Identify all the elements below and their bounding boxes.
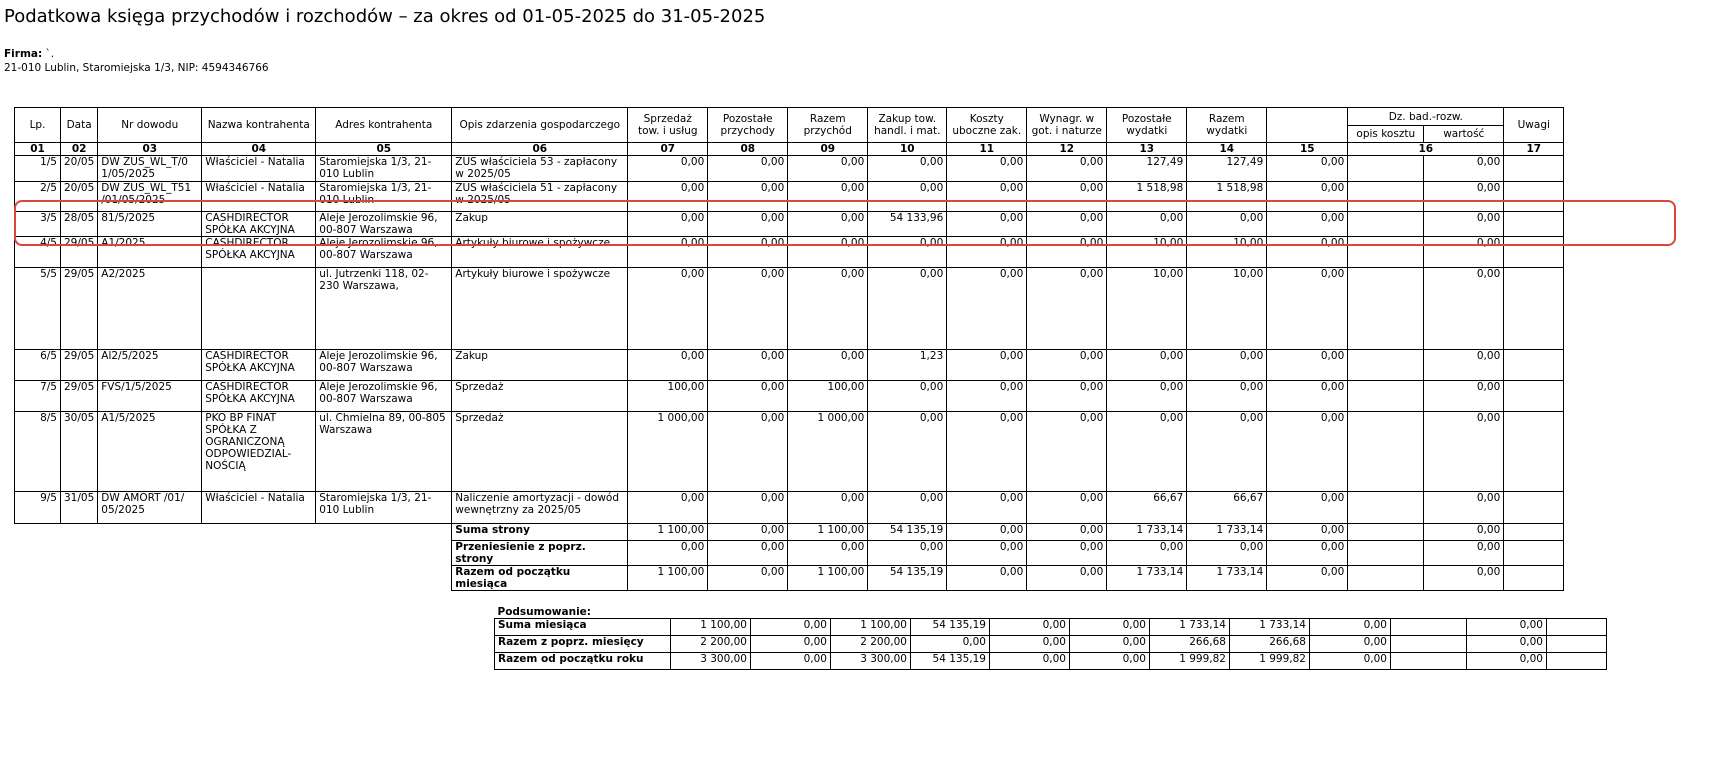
row-c15: 0,00 [1267,492,1348,524]
row-lp: 8/5 [15,412,61,492]
code-10: 10 [868,143,947,156]
row-data: 29/05 [61,268,98,350]
totals-c16-opis [1391,619,1467,636]
row-c09: 0,00 [788,268,868,350]
row-c12: 0,00 [1027,350,1107,381]
totals-label: Suma miesiąca [495,619,671,636]
totals-c16-opis [1348,541,1424,566]
code-05: 05 [316,143,452,156]
row-nr-dowodu: Al2/5/2025 [98,350,202,381]
row-data: 31/05 [61,492,98,524]
row-c16-opis [1348,350,1424,381]
totals-c09: 2 200,00 [831,636,911,653]
row-opis: Zakup [452,350,628,381]
totals-c16-wartosc: 0,00 [1424,524,1504,541]
header-nr-dowodu: Nr dowodu [98,108,202,143]
totals-c11: 0,00 [947,524,1027,541]
row-c11: 0,00 [947,412,1027,492]
row-uwagi [1504,381,1564,412]
row-nr-dowodu: DW ZUS_WL_T/0 1/05/2025 [98,156,202,182]
totals-label: Razem z poprz. miesięcy [495,636,671,653]
row-c16-opis [1348,268,1424,350]
row-uwagi [1504,492,1564,524]
totals-c09: 1 100,00 [788,566,868,591]
totals-c07: 2 200,00 [671,636,751,653]
totals-row [495,653,1607,670]
totals-uwagi [1504,541,1564,566]
totals-c11: 0,00 [990,653,1070,670]
row-c11: 0,00 [947,182,1027,212]
row-data: 29/05 [61,237,98,268]
totals-uwagi [1504,566,1564,591]
code-01: 01 [15,143,61,156]
row-opis: Naliczenie amortyzacji - dowód wewnętrzny za 2025/05 [452,492,628,524]
row-uwagi [1504,212,1564,237]
header-wartosc: wartość [1424,126,1504,143]
row-nr-dowodu: A1/2025 [98,237,202,268]
row-c16-opis [1348,237,1424,268]
totals-uwagi [1504,524,1564,541]
row-data: 29/05 [61,350,98,381]
row-c16-wartosc: 0,00 [1424,156,1504,182]
code-07: 07 [628,143,708,156]
row-data: 20/05 [61,156,98,182]
totals-c13: 0,00 [1107,541,1187,566]
row-uwagi [1504,268,1564,350]
row-c07: 0,00 [628,182,708,212]
totals-c10: 54 135,19 [911,653,990,670]
row-nazwa: PKO BP FINAT SPÓŁKA Z OGRANICZONĄ ODPOWIEDZIAL-NOŚCIĄ [202,412,316,492]
row-c08: 0,00 [708,492,788,524]
row-c16-opis [1348,156,1424,182]
row-c12: 0,00 [1027,412,1107,492]
row-c14: 0,00 [1187,350,1267,381]
row-c16-wartosc: 0,00 [1424,182,1504,212]
row-c08: 0,00 [708,156,788,182]
totals-c16-opis [1391,636,1467,653]
totals-c12: 0,00 [1070,636,1150,653]
totals-c10: 0,00 [911,636,990,653]
row-c09: 0,00 [788,492,868,524]
row-c12: 0,00 [1027,237,1107,268]
row-adres: Aleje Jerozolimskie 96, 00-807 Warszawa [316,350,452,381]
row-c09: 100,00 [788,381,868,412]
code-14: 14 [1187,143,1267,156]
totals-c14: 1 733,14 [1187,524,1267,541]
totals-c16-wartosc: 0,00 [1467,636,1547,653]
totals-c11: 0,00 [990,636,1070,653]
totals-c07: 1 100,00 [628,524,708,541]
row-c11: 0,00 [947,350,1027,381]
table-row [15,212,1564,237]
totals-c14: 266,68 [1230,636,1310,653]
row-c13: 127,49 [1107,156,1187,182]
row-adres: Staromiejska 1/3, 21-010 Lublin [316,156,452,182]
row-lp: 1/5 [15,156,61,182]
totals-c15: 0,00 [1310,619,1391,636]
row-c14: 1 518,98 [1187,182,1267,212]
totals-row [495,619,1607,636]
row-c12: 0,00 [1027,156,1107,182]
totals-c10: 0,00 [868,541,947,566]
header-adres: Adres kontrahenta [316,108,452,143]
totals-row [15,541,1564,566]
totals-c16-opis [1391,653,1467,670]
totals-c16-wartosc: 0,00 [1467,653,1547,670]
totals-uwagi [1547,653,1607,670]
row-c07: 0,00 [628,156,708,182]
row-c12: 0,00 [1027,268,1107,350]
row-adres: Staromiejska 1/3, 21-010 Lublin [316,492,452,524]
table-row [15,381,1564,412]
row-uwagi [1504,237,1564,268]
row-c16-wartosc: 0,00 [1424,268,1504,350]
row-nr-dowodu: 81/5/2025 [98,212,202,237]
totals-label: Suma strony [452,524,628,541]
totals-row [15,524,1564,541]
code-13: 13 [1107,143,1187,156]
row-c13: 1 518,98 [1107,182,1187,212]
row-c12: 0,00 [1027,182,1107,212]
row-c14: 0,00 [1187,381,1267,412]
totals-c12: 0,00 [1070,653,1150,670]
row-nazwa: CASHDIRECTOR SPÓŁKA AKCYJNA [202,350,316,381]
row-nazwa [202,268,316,350]
row-c07: 100,00 [628,381,708,412]
row-c16-wartosc: 0,00 [1424,350,1504,381]
totals-c16-wartosc: 0,00 [1467,619,1547,636]
totals-c11: 0,00 [947,541,1027,566]
row-nazwa: Właściciel - Natalia [202,156,316,182]
code-09: 09 [788,143,868,156]
row-adres: ul. Chmielna 89, 00-805 Warszawa [316,412,452,492]
totals-uwagi [1547,619,1607,636]
row-c08: 0,00 [708,237,788,268]
totals-c07: 1 100,00 [628,566,708,591]
row-data: 20/05 [61,182,98,212]
row-c08: 0,00 [708,182,788,212]
row-c16-wartosc: 0,00 [1424,237,1504,268]
row-opis: Zakup [452,212,628,237]
row-c14: 10,00 [1187,268,1267,350]
row-uwagi [1504,350,1564,381]
row-data: 28/05 [61,212,98,237]
company-info [4,47,269,75]
totals-c08: 0,00 [751,619,831,636]
row-c10: 1,23 [868,350,947,381]
row-c09: 0,00 [788,182,868,212]
row-c16-opis [1348,381,1424,412]
row-c15: 0,00 [1267,381,1348,412]
row-uwagi [1504,182,1564,212]
row-nazwa: Właściciel - Natalia [202,182,316,212]
row-c14: 127,49 [1187,156,1267,182]
row-c13: 10,00 [1107,237,1187,268]
code-15: 15 [1267,143,1348,156]
row-lp: 4/5 [15,237,61,268]
row-c16-wartosc: 0,00 [1424,492,1504,524]
row-lp: 3/5 [15,212,61,237]
totals-c12: 0,00 [1027,524,1107,541]
header-pozostale-wydatki: Pozostałe wydatki [1107,108,1187,143]
code-08: 08 [708,143,788,156]
totals-row [15,566,1564,591]
row-c10: 0,00 [868,412,947,492]
row-c10: 0,00 [868,156,947,182]
totals-c13: 266,68 [1150,636,1230,653]
header-pozostale-przychody: Pozostałe przychody [708,108,788,143]
page-title: Podatkowa księga przychodów i rozchodów – za okres od 01-05-2025 do 31-05-2025 [4,6,766,27]
row-data: 30/05 [61,412,98,492]
code-11: 11 [947,143,1027,156]
totals-c09: 0,00 [788,541,868,566]
totals-c13: 1 733,14 [1150,619,1230,636]
totals-c12: 0,00 [1070,619,1150,636]
row-c10: 54 133,96 [868,212,947,237]
row-c09: 1 000,00 [788,412,868,492]
totals-c08: 0,00 [751,636,831,653]
header-opis: Opis zdarzenia gospodarczego [452,108,628,143]
header-zakup: Zakup tow. handl. i mat. [868,108,947,143]
row-c08: 0,00 [708,212,788,237]
row-c11: 0,00 [947,268,1027,350]
totals-row [495,636,1607,653]
totals-label: Razem od początku miesiąca [452,566,628,591]
row-c10: 0,00 [868,268,947,350]
row-c14: 0,00 [1187,212,1267,237]
row-c08: 0,00 [708,412,788,492]
company-name: `. [45,48,55,60]
row-lp: 6/5 [15,350,61,381]
header-razem-przychod: Razem przychód [788,108,868,143]
row-nazwa: CASHDIRECTOR SPÓŁKA AKCYJNA [202,381,316,412]
row-c12: 0,00 [1027,492,1107,524]
row-c16-opis [1348,412,1424,492]
row-c08: 0,00 [708,268,788,350]
company-label: Firma: [4,48,43,60]
row-nr-dowodu: FVS/1/5/2025 [98,381,202,412]
code-03: 03 [98,143,202,156]
totals-c07: 3 300,00 [671,653,751,670]
row-c15: 0,00 [1267,156,1348,182]
row-c15: 0,00 [1267,268,1348,350]
totals-c11: 0,00 [947,566,1027,591]
row-c16-opis [1348,212,1424,237]
header-razem-wydatki: Razem wydatki [1187,108,1267,143]
totals-c13: 1 733,14 [1107,566,1187,591]
header-uwagi: Uwagi [1504,108,1564,143]
row-c16-opis [1348,182,1424,212]
row-c10: 0,00 [868,492,947,524]
row-uwagi [1504,412,1564,492]
row-c09: 0,00 [788,212,868,237]
row-c15: 0,00 [1267,237,1348,268]
row-c10: 0,00 [868,237,947,268]
code-02: 02 [61,143,98,156]
totals-c08: 0,00 [708,566,788,591]
row-lp: 2/5 [15,182,61,212]
row-c07: 0,00 [628,350,708,381]
totals-c16-wartosc: 0,00 [1424,541,1504,566]
totals-c10: 54 135,19 [868,566,947,591]
row-lp: 7/5 [15,381,61,412]
row-adres: Aleje Jerozolimskie 96, 00-807 Warszawa [316,212,452,237]
row-c13: 66,67 [1107,492,1187,524]
row-c16-opis [1348,492,1424,524]
row-opis: Artykuły biurowe i spożywcze [452,237,628,268]
row-nr-dowodu: DW ZUS_WL_T51 /01/05/2025 [98,182,202,212]
table-row [15,237,1564,268]
row-opis: ZUS właściciela 51 - zapłacony w 2025/05 [452,182,628,212]
totals-c15: 0,00 [1267,566,1348,591]
row-c14: 10,00 [1187,237,1267,268]
totals-c13: 1 733,14 [1107,524,1187,541]
row-nazwa: Właściciel - Natalia [202,492,316,524]
row-c16-wartosc: 0,00 [1424,212,1504,237]
header-nazwa: Nazwa kontrahenta [202,108,316,143]
code-16: 16 [1348,143,1504,156]
row-c11: 0,00 [947,492,1027,524]
row-c15: 0,00 [1267,350,1348,381]
row-nr-dowodu: DW AMORT /01/ 05/2025 [98,492,202,524]
row-c16-wartosc: 0,00 [1424,412,1504,492]
totals-c12: 0,00 [1027,566,1107,591]
totals-c15: 0,00 [1267,524,1348,541]
row-c12: 0,00 [1027,381,1107,412]
row-nr-dowodu: A1/5/2025 [98,412,202,492]
row-c15: 0,00 [1267,182,1348,212]
code-04: 04 [202,143,316,156]
row-lp: 9/5 [15,492,61,524]
totals-label: Przeniesienie z poprz. strony [452,541,628,566]
row-c15: 0,00 [1267,412,1348,492]
row-opis: Sprzedaż [452,381,628,412]
row-adres: Aleje Jerozolimskie 96, 00-807 Warszawa [316,381,452,412]
table-row [15,492,1564,524]
totals-c14: 0,00 [1187,541,1267,566]
totals-c07: 0,00 [628,541,708,566]
totals-label: Razem od początku roku [495,653,671,670]
totals-c15: 0,00 [1310,636,1391,653]
row-opis: Sprzedaż [452,412,628,492]
totals-c14: 1 733,14 [1230,619,1310,636]
row-c07: 0,00 [628,492,708,524]
row-c07: 0,00 [628,212,708,237]
totals-c16-opis [1348,566,1424,591]
row-c10: 0,00 [868,182,947,212]
totals-c11: 0,00 [990,619,1070,636]
code-17: 17 [1504,143,1564,156]
row-c16-wartosc: 0,00 [1424,381,1504,412]
totals-c10: 54 135,19 [868,524,947,541]
row-c14: 66,67 [1187,492,1267,524]
row-c07: 1 000,00 [628,412,708,492]
totals-c12: 0,00 [1027,541,1107,566]
table-row [15,412,1564,492]
company-address: 21-010 Lublin, Staromiejska 1/3, NIP: 4594346766 [4,62,269,74]
row-adres: ul. Jutrzenki 118, 02-230 Warszawa, [316,268,452,350]
totals-c08: 0,00 [708,524,788,541]
row-c11: 0,00 [947,381,1027,412]
row-nazwa: CASHDIRECTOR SPÓŁKA AKCYJNA [202,212,316,237]
row-lp: 5/5 [15,268,61,350]
row-c11: 0,00 [947,212,1027,237]
header-dz-bad: Dz. bad.-rozw. [1348,108,1504,126]
summary-heading: Podsumowanie: [497,606,591,618]
row-opis: ZUS właściciela 53 - zapłacony w 2025/05 [452,156,628,182]
row-opis: Artykuły biurowe i spożywcze [452,268,628,350]
row-c09: 0,00 [788,237,868,268]
row-adres: Staromiejska 1/3, 21-010 Lublin [316,182,452,212]
row-c14: 0,00 [1187,412,1267,492]
header-opis-kosztu: opis kosztu [1348,126,1424,143]
summary-table [494,600,1607,670]
table-row [15,156,1564,182]
header-data: Data [61,108,98,143]
row-nr-dowodu: A2/2025 [98,268,202,350]
table-row [15,268,1564,350]
code-12: 12 [1027,143,1107,156]
totals-c14: 1 733,14 [1187,566,1267,591]
totals-c13: 1 999,82 [1150,653,1230,670]
row-c13: 0,00 [1107,381,1187,412]
header-col15 [1267,108,1348,143]
totals-c14: 1 999,82 [1230,653,1310,670]
totals-c16-opis [1348,524,1424,541]
row-c15: 0,00 [1267,212,1348,237]
row-nazwa: CASHDIRECTOR SPÓŁKA AKCYJNA [202,237,316,268]
table-row [15,350,1564,381]
totals-c16-wartosc: 0,00 [1424,566,1504,591]
totals-uwagi [1547,636,1607,653]
row-adres: Aleje Jerozolimskie 96, 00-807 Warszawa [316,237,452,268]
row-c09: 0,00 [788,350,868,381]
totals-c08: 0,00 [708,541,788,566]
row-c13: 0,00 [1107,350,1187,381]
totals-c09: 3 300,00 [831,653,911,670]
code-06: 06 [452,143,628,156]
header-sprzedaz: Sprzedaż tow. i usług [628,108,708,143]
row-c11: 0,00 [947,237,1027,268]
header-wynagr: Wynagr. w got. i naturze [1027,108,1107,143]
row-c13: 0,00 [1107,412,1187,492]
row-c09: 0,00 [788,156,868,182]
header-koszty: Koszty uboczne zak. [947,108,1027,143]
row-data: 29/05 [61,381,98,412]
totals-c08: 0,00 [751,653,831,670]
totals-c09: 1 100,00 [788,524,868,541]
row-c13: 0,00 [1107,212,1187,237]
row-c07: 0,00 [628,268,708,350]
row-c13: 10,00 [1107,268,1187,350]
totals-c15: 0,00 [1310,653,1391,670]
row-c08: 0,00 [708,381,788,412]
row-uwagi [1504,156,1564,182]
ledger-table [14,107,1564,591]
row-c08: 0,00 [708,350,788,381]
totals-c15: 0,00 [1267,541,1348,566]
row-c07: 0,00 [628,237,708,268]
header-lp: Lp. [15,108,61,143]
totals-c09: 1 100,00 [831,619,911,636]
row-c12: 0,00 [1027,212,1107,237]
totals-c10: 54 135,19 [911,619,990,636]
row-c11: 0,00 [947,156,1027,182]
row-c10: 0,00 [868,381,947,412]
table-row [15,182,1564,212]
totals-c07: 1 100,00 [671,619,751,636]
